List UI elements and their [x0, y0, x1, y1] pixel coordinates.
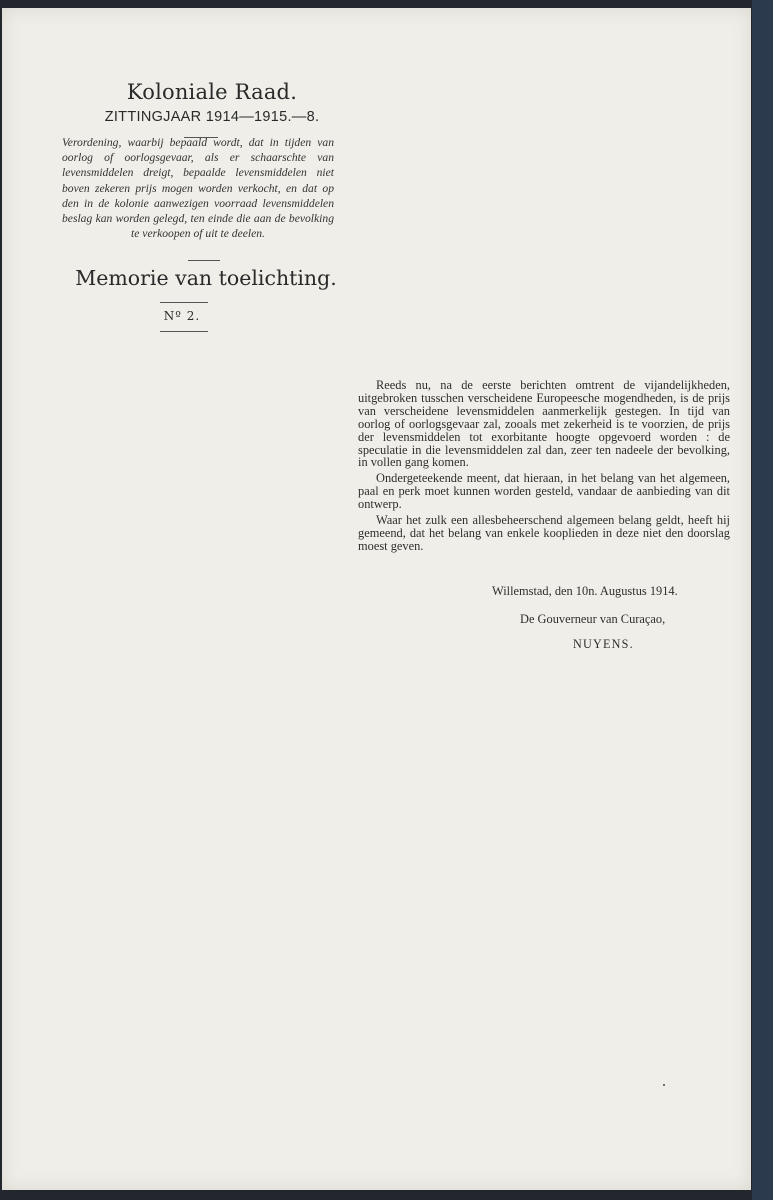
paragraph-3: Waar het zulk een allesbeheerschend algemeen belang geldt, heeft hij gemeend, dat het belang van enkele kooplieden in deze niet den doorslag moest geven. — [358, 513, 730, 553]
paper-speck — [663, 1084, 665, 1086]
session-year: ZITTINGJAAR 1914—1915.—8. — [104, 109, 320, 125]
divider-after-number — [160, 331, 208, 332]
place-date: Willemstad, den 10n. Augustus 1914. — [492, 584, 678, 598]
scan-edge — [752, 0, 773, 1200]
explanation-body — [358, 379, 730, 553]
council-title: Koloniale Raad. — [126, 80, 298, 104]
document-page — [2, 8, 751, 1190]
ordinance-subject: Verordening, waarbij bepaald wordt, dat in tijden van oorlog of oorlogsgevaar, als er schaarschte van levensmiddelen dreigt, bepaalde levensmiddelen niet boven zekeren prijs mogen worden verkocht, en dat op den in de kolonie aanwezigen voorraad levensmiddelen beslag kan worden gelegd, ten einde die aan de bevolking te verkoopen of uit te deelen. — [62, 136, 334, 241]
memorie-heading: Memorie van toelichting. — [75, 266, 337, 290]
signature-name: NUYENS. — [573, 637, 634, 651]
paragraph-2: Ondergeteekende meent, dat hieraan, in het belang van het algemeen, paal en perk moet kunnen worden gesteld, vandaar de aanbieding van dit ontwerp. — [358, 471, 730, 512]
paragraph-1: Reeds nu, na de eerste berichten omtrent de vijandelijkheden, uitgebroken tusschen verscheidene Europeesche mogendheden, is de prijs van verscheidene levensmiddelen aanmerkelijk gestegen. In tijd van oorlog of oorlogsgevaar zal, zooals met zekerheid is te voorzien, de prijs der levensmiddelen tot exorbitante hoogte opgevoerd worden : de speculatie in die levensmiddelen zal dan, zeer ten nadeele der bevolking, in vollen gang komen. — [358, 378, 730, 470]
document-number: Nº 2. — [163, 309, 201, 323]
divider-middle — [188, 260, 220, 261]
divider-before-number — [160, 302, 208, 303]
governor-title: De Gouverneur van Curaçao, — [520, 612, 666, 626]
